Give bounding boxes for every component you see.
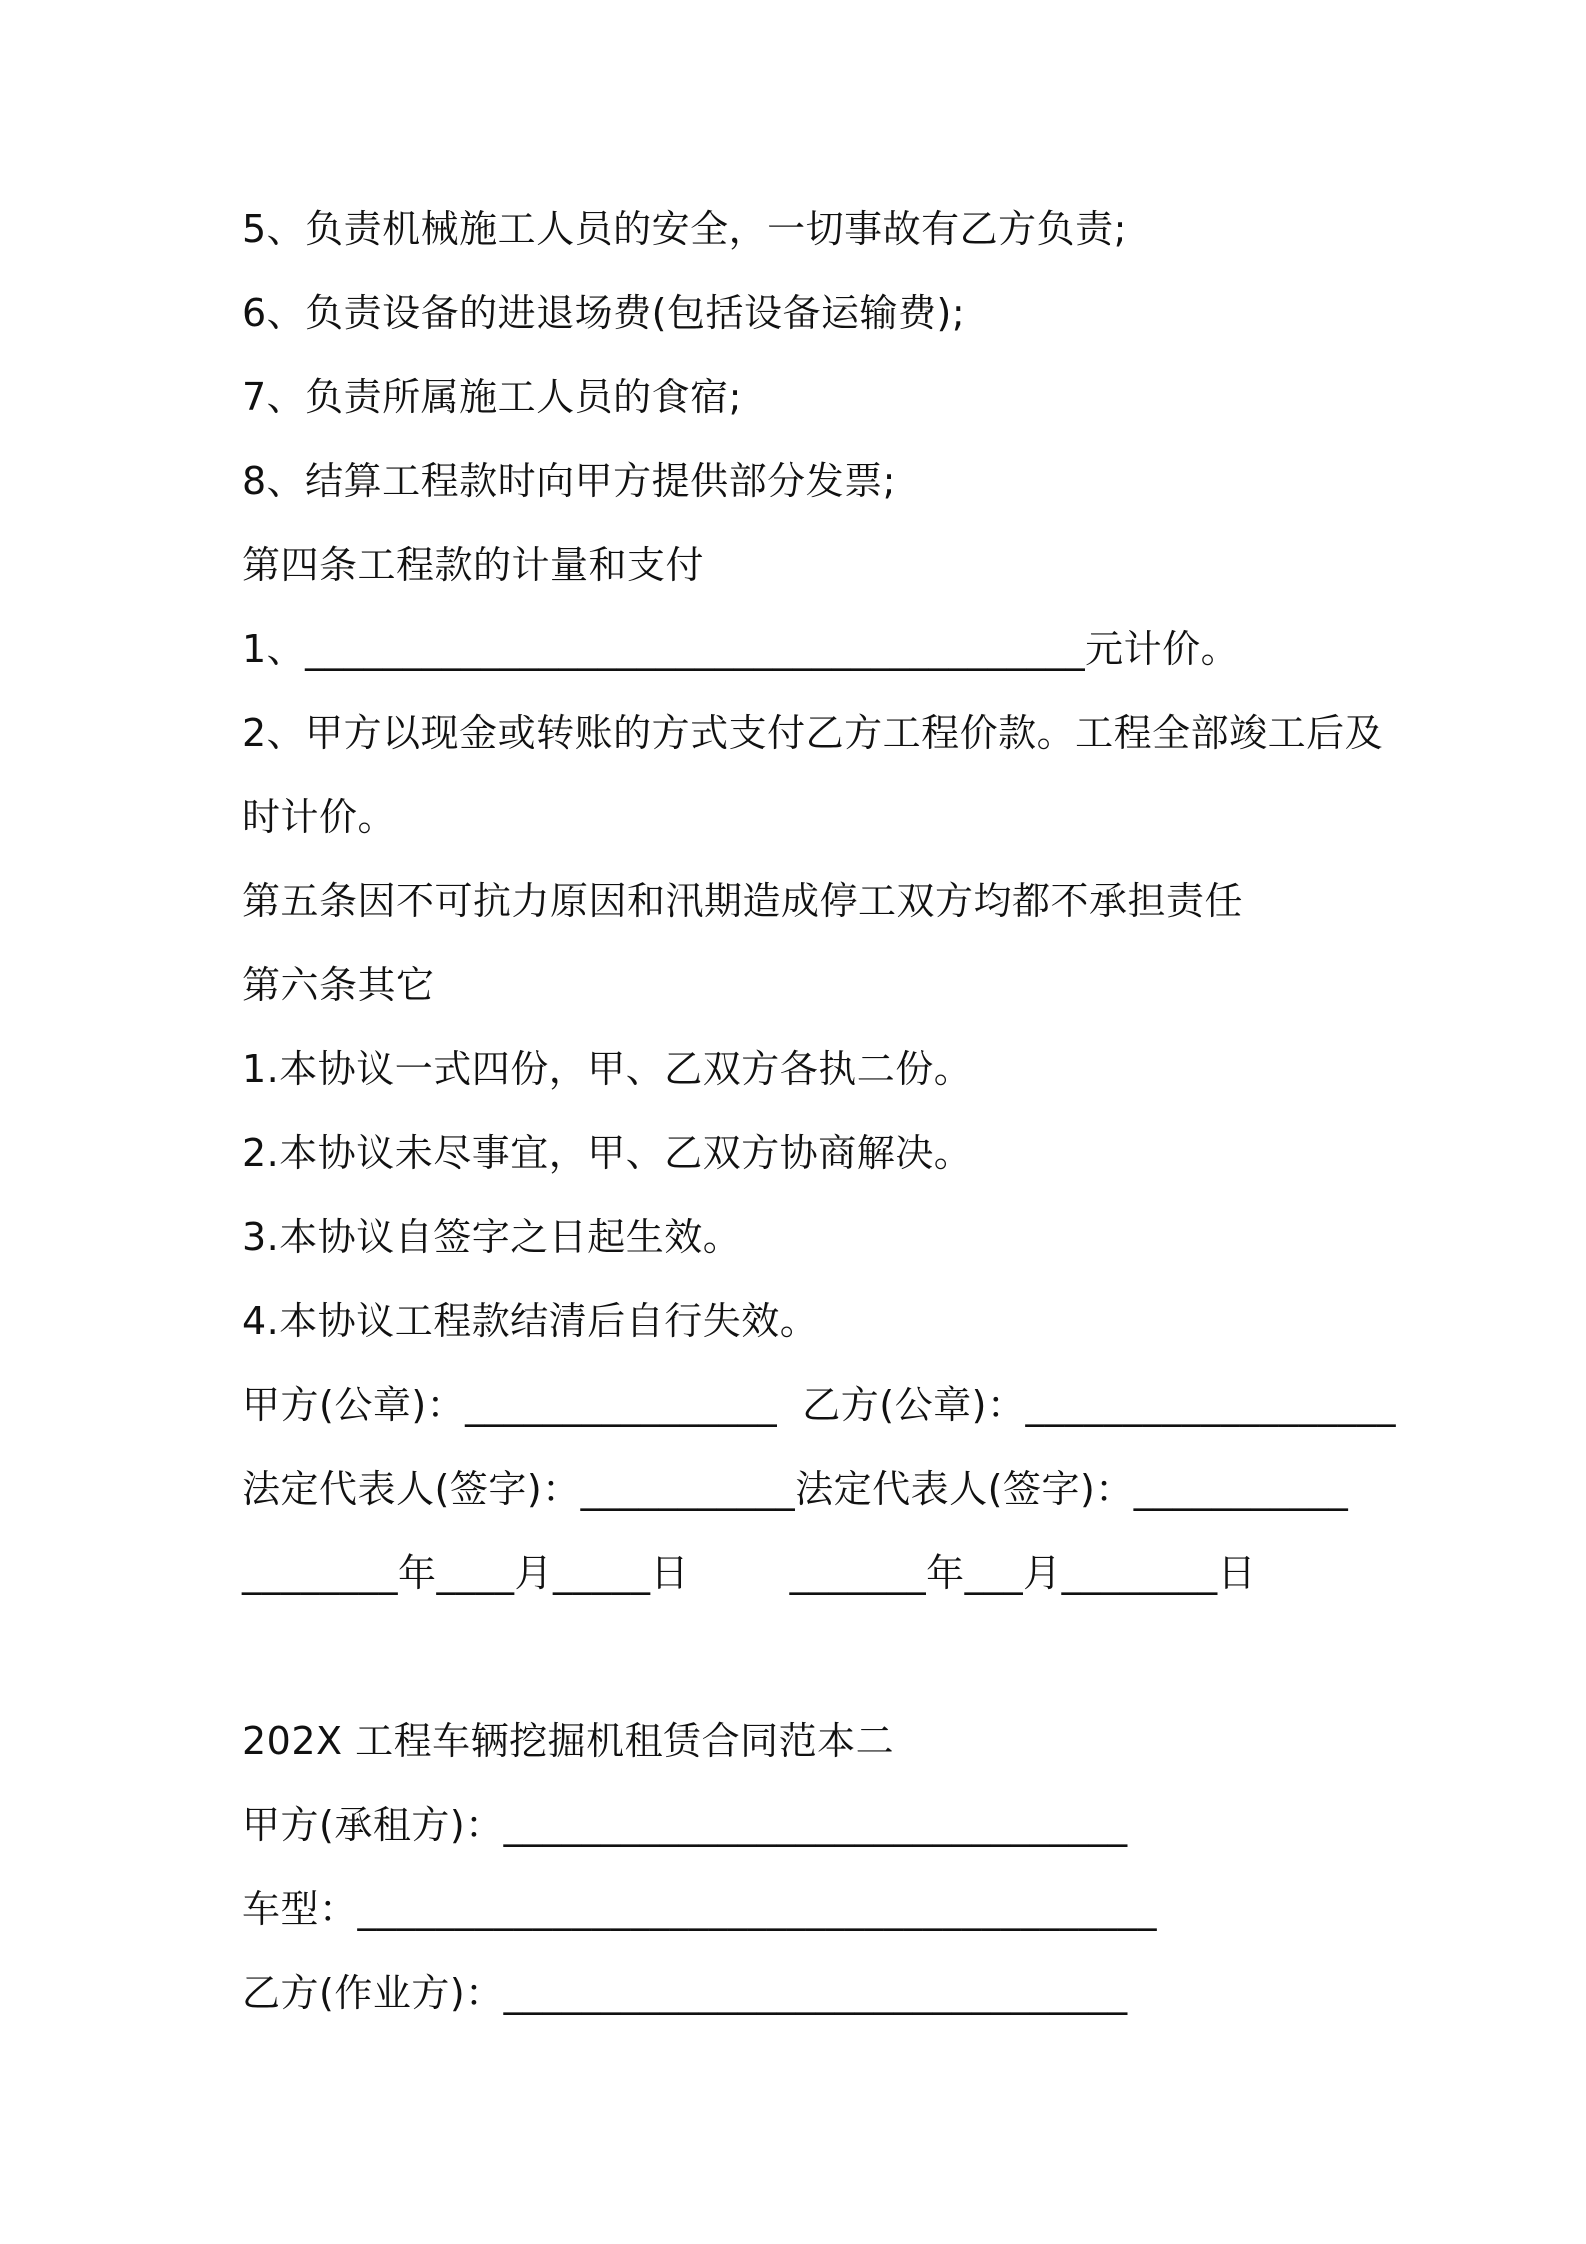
signature-seals: 甲方(公章)：________________ 乙方(公章)：___________________ bbox=[242, 1383, 1396, 1427]
clause-3-item-6: 6、负责设备的进退场费(包括设备运输费); bbox=[242, 291, 966, 335]
clause-4-item-1: 1、________________________________________元计价。 bbox=[242, 627, 1240, 671]
contract-2-party-a: 甲方(承租方)：________________________________ bbox=[242, 1803, 1128, 1847]
clause-6-item-3: 3.本协议自签字之日起生效。 bbox=[242, 1215, 742, 1259]
contract-2-vehicle-type: 车型：_________________________________________ bbox=[242, 1887, 1158, 1931]
clause-4-item-2: 2、甲方以现金或转账的方式支付乙方工程价款。工程全部竣工后及 bbox=[242, 711, 1384, 755]
clause-6-heading: 第六条其它 bbox=[242, 963, 435, 1007]
contract-2-title: 202X 工程车辆挖掘机租赁合同范本二 bbox=[242, 1719, 895, 1763]
clause-5-heading: 第五条因不可抗力原因和汛期造成停工双方均都不承担责任 bbox=[242, 879, 1244, 923]
clause-6-item-4: 4.本协议工程款结清后自行失效。 bbox=[242, 1299, 819, 1343]
clause-6-item-1: 1.本协议一式四份，甲、乙双方各执二份。 bbox=[242, 1047, 973, 1091]
signature-dates: ________年____月_____日 _______年___月________日 bbox=[242, 1551, 1257, 1595]
clause-3-item-7: 7、负责所属施工人员的食宿; bbox=[242, 375, 742, 419]
clause-3-item-8: 8、结算工程款时向甲方提供部分发票; bbox=[242, 459, 896, 503]
clause-4-heading: 第四条工程款的计量和支付 bbox=[242, 543, 705, 587]
signature-representatives: 法定代表人(签字)：___________法定代表人(签字)：___________ bbox=[242, 1467, 1349, 1511]
clause-3-item-5: 5、负责机械施工人员的安全，一切事故有乙方负责; bbox=[242, 207, 1127, 251]
clause-6-item-2: 2.本协议未尽事宜，甲、乙双方协商解决。 bbox=[242, 1131, 973, 1175]
contract-2-party-b: 乙方(作业方)：________________________________ bbox=[242, 1971, 1128, 2015]
clause-4-item-2-cont: 时计价。 bbox=[242, 795, 397, 839]
